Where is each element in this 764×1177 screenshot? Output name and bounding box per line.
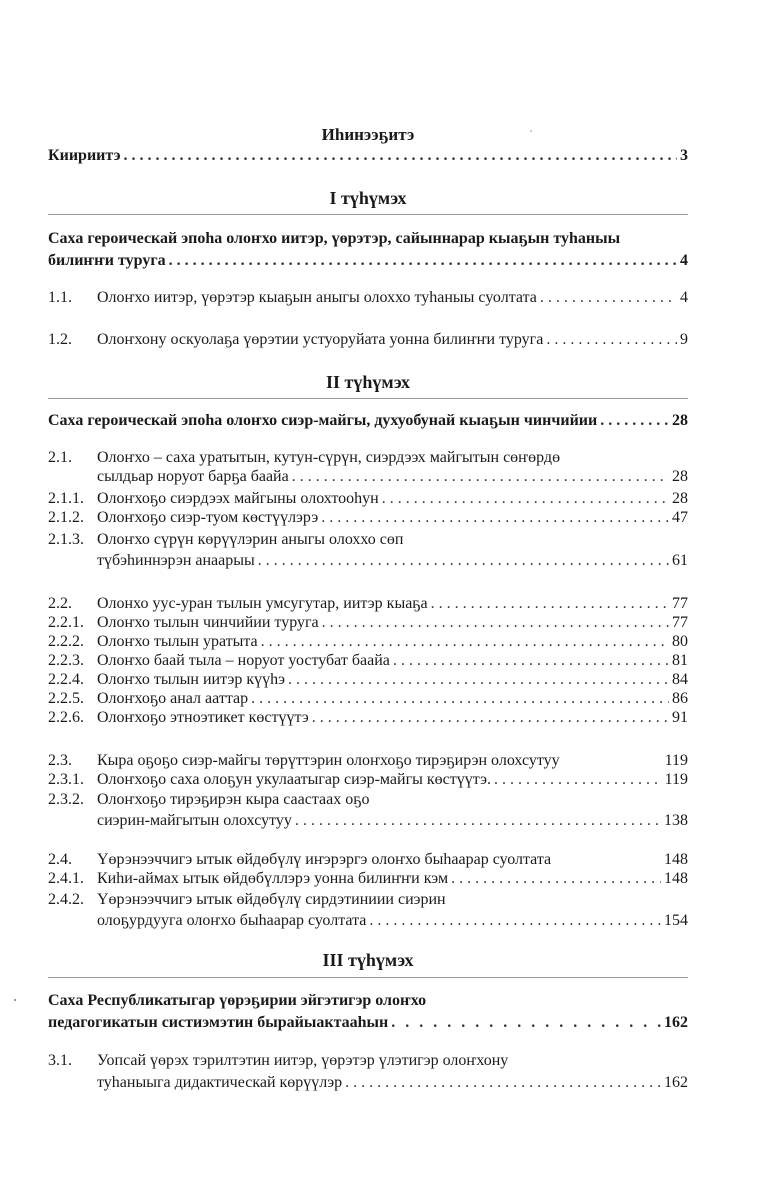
- page-number: 4: [680, 289, 688, 306]
- leader-dots: [292, 467, 669, 486]
- leader-dots: [261, 632, 669, 651]
- divider: [48, 398, 688, 399]
- page-number: 77: [672, 614, 688, 631]
- entry-title: Олоҥхону оскуолаҕа үөрэтии устуоруйата уонна билиҥҥи туруга: [97, 331, 544, 348]
- leader-dots: [600, 411, 669, 430]
- section-number: 3.1.: [48, 1052, 72, 1069]
- leader-dots: [369, 910, 661, 931]
- toc-entry[interactable]: [48, 330, 688, 349]
- page-number: 162: [664, 1074, 688, 1091]
- toc-entry[interactable]: [48, 770, 688, 789]
- toc-entry[interactable]: [48, 751, 688, 770]
- page-number: 86: [672, 690, 688, 707]
- page-number: 148: [664, 870, 688, 887]
- section-number: 2.2.5.: [48, 690, 84, 707]
- leader-dots: [124, 146, 677, 165]
- entry-title: Олоҥхоҕо саха олоҕун укулаатыгар сиэр-майгы көстүүтэ.: [97, 771, 492, 788]
- page-number: 91: [672, 709, 688, 726]
- entry-title: Олоҥхоҕо сиэр-туом көстүүлэрэ: [97, 509, 319, 526]
- page-number: 154: [664, 912, 688, 929]
- leader-dots: [546, 330, 677, 349]
- toc-entry[interactable]: [48, 789, 688, 831]
- toc-entry[interactable]: [48, 594, 688, 613]
- toc-entry[interactable]: [48, 889, 688, 931]
- leader-dots: [393, 651, 669, 670]
- entry-title-line: туһаныыга дидактическай көрүүлэр: [97, 1074, 343, 1091]
- entry-title-line: түбэһиннэрэн анаарыы: [97, 552, 255, 569]
- section-number: 2.3.: [48, 752, 72, 769]
- scan-speck: [530, 130, 532, 132]
- leader-dots: [431, 594, 669, 613]
- entry-title: Олонхо уус-уран тылын умсугутар, иитэр кыаҕа: [97, 595, 428, 612]
- toc-entry[interactable]: [48, 632, 688, 651]
- leader-dots: [451, 869, 661, 888]
- chapter-heading: III түһүмэх: [322, 950, 414, 970]
- leader-dots: [494, 770, 662, 789]
- page-number: 9: [680, 331, 688, 348]
- entry-title: Олоҥхо тылын чинчийии туруга: [97, 614, 319, 631]
- entry-title: Олоҥхо иитэр, үөрэтэр кыаҕын аныгы олоххо туһаныы суолтата: [97, 289, 537, 306]
- entry-title-line: олоҕурдууга олоҥхо быһаарар суолтата: [97, 912, 367, 929]
- entry-title: Киһи-аймах ытык өйдөбүллэрэ уонна билиҥҥи кэм: [97, 870, 449, 887]
- page-number: 47: [672, 509, 688, 526]
- page-number: 4: [680, 252, 688, 269]
- entry-title-line: сылдьар норуот барҕа баайа: [97, 468, 289, 485]
- toc-entry[interactable]: [48, 508, 688, 527]
- page-number: 119: [664, 752, 688, 769]
- toc-entry[interactable]: [48, 1050, 688, 1094]
- page-number: 148: [664, 851, 688, 868]
- section-number: 2.2.1.: [48, 614, 84, 631]
- entry-title-line: Уопсай үөрэх тэрилтэтин иитэр, үөрэтэр үлэтигэр олоҥхону: [97, 1052, 509, 1069]
- leader-dots: [345, 1072, 661, 1094]
- entry-title-line: сиэрин-майгытын олохсутуу: [97, 812, 292, 829]
- entry-title: Саха героическай эпоһа олоҥхо сиэр-майгы, духуобунай кыаҕын чинчийии: [48, 412, 598, 429]
- section-number: 2.2.3.: [48, 652, 84, 669]
- toc-entry[interactable]: [48, 288, 688, 307]
- leader-dots: [540, 288, 677, 307]
- section-number: 1.1.: [48, 289, 72, 306]
- page-number: 3: [680, 147, 688, 164]
- entry-title: Олоҥхо тылын иитэр күүһэ: [97, 671, 285, 688]
- toc-entry[interactable]: [48, 708, 688, 727]
- entry-title: Киириитэ: [48, 147, 121, 164]
- entry-title: Олоҥхоҕо анал ааттар: [97, 690, 249, 707]
- chapter-title-entry[interactable]: [48, 228, 688, 272]
- leader-dots: [169, 250, 677, 272]
- leader-dots: [321, 508, 669, 527]
- entry-title: Кыра оҕоҕо сиэр-майгы төрүттэрин олоҥхоҕо тирэҕирэн олохсутуу: [97, 752, 560, 769]
- toc-entry[interactable]: [48, 869, 688, 888]
- entry-title-line: Саха Республикатыгар үөрэҕирии эйгэтигэр олоҥхо: [48, 992, 427, 1009]
- divider: [48, 977, 688, 978]
- toc-entry[interactable]: [48, 850, 688, 869]
- page-number: 162: [664, 1014, 688, 1031]
- entry-title: Үөрэнээччигэ ытык өйдөбүлү иҥэрэргэ олоҥхо быһаарар суолтата: [97, 851, 552, 868]
- toc-entry[interactable]: [48, 689, 688, 708]
- leader-dots: [251, 689, 669, 708]
- page-number: 61: [672, 552, 688, 569]
- page-number: 80: [672, 633, 688, 650]
- page-number: 28: [672, 412, 688, 429]
- entry-title-line: педагогикатын систиэмэтин бырайыактааһын: [48, 1014, 389, 1031]
- page-number: 119: [664, 771, 688, 788]
- leader-dots: [391, 1012, 661, 1034]
- toc-entry-intro[interactable]: [48, 146, 688, 165]
- leader-dots: [382, 489, 669, 508]
- section-number: 1.2.: [48, 331, 72, 348]
- chapter-heading: I түһүмэх: [329, 188, 407, 208]
- section-number: 2.2.2.: [48, 633, 84, 650]
- entry-title-line: билиҥҥи туруга: [48, 252, 166, 269]
- entry-title: Олоҥхоҕо сиэрдээх майгыны олохтооһун: [97, 490, 379, 507]
- toc-entry[interactable]: [48, 448, 688, 486]
- section-number: 2.3.2.: [48, 791, 84, 808]
- page-number: 28: [672, 490, 688, 507]
- section-number: 2.3.1.: [48, 771, 84, 788]
- chapter-title-entry[interactable]: [48, 990, 688, 1034]
- section-number: 2.4.1.: [48, 870, 84, 887]
- leader-dots: [312, 708, 669, 727]
- leader-dots: [295, 810, 661, 831]
- contents-title: Иһинээҕитэ: [321, 125, 415, 144]
- entry-title: Олоҥхо баай тыла – норуот уостубат баайа: [97, 652, 390, 669]
- leader-dots: [258, 550, 669, 571]
- section-number: 2.1.2.: [48, 509, 84, 526]
- page-number: 81: [672, 652, 688, 669]
- divider: [48, 214, 688, 215]
- entry-title-line: Саха героическай эпоһа олоҥхо иитэр, үөрэтэр, сайыннарар кыаҕын туһаныы: [48, 230, 621, 247]
- page-number: 84: [672, 671, 688, 688]
- section-number: 2.2.6.: [48, 709, 84, 726]
- entry-title: Олоҥхо тылын уратыта: [97, 633, 258, 650]
- chapter-heading: II түһүмэх: [326, 372, 410, 392]
- page-number: 28: [672, 468, 688, 485]
- section-number: 2.1.1.: [48, 490, 84, 507]
- entry-title-line: Олоҥхо сүрүн көрүүлэрин аныгы олоххо сөп: [97, 531, 404, 548]
- section-number: 2.2.: [48, 595, 72, 612]
- entry-title: Олоҥхоҕо этноэтикет көстүүтэ: [97, 709, 309, 726]
- page-number: 138: [664, 812, 688, 829]
- entry-title-line: Олоҥхо – саха уратытын, кутун-сүрүн, сиэрдээх майгытын сөҥөрдө: [97, 449, 561, 466]
- toc-entry[interactable]: [48, 489, 688, 508]
- section-number: 2.4.2.: [48, 891, 84, 908]
- toc-entry[interactable]: [48, 529, 688, 571]
- section-number: 2.1.3.: [48, 531, 84, 548]
- section-number: 2.4.: [48, 851, 72, 868]
- toc-entry[interactable]: [48, 613, 688, 632]
- entry-title-line: Олоҥхоҕо тирэҕирэн кыра саастаах оҕо: [97, 791, 370, 808]
- scan-speck: [14, 999, 16, 1001]
- toc-entry[interactable]: [48, 670, 688, 689]
- entry-title-line: Үөрэнээччигэ ытык өйдөбүлү сирдэтиниии сиэрин: [97, 891, 446, 908]
- section-number: 2.1.: [48, 449, 72, 466]
- page-number: 77: [672, 595, 688, 612]
- leader-dots: [288, 670, 669, 689]
- toc-entry[interactable]: [48, 651, 688, 670]
- section-number: 2.2.4.: [48, 671, 84, 688]
- leader-dots: [322, 613, 669, 632]
- chapter-title-entry[interactable]: [48, 411, 688, 430]
